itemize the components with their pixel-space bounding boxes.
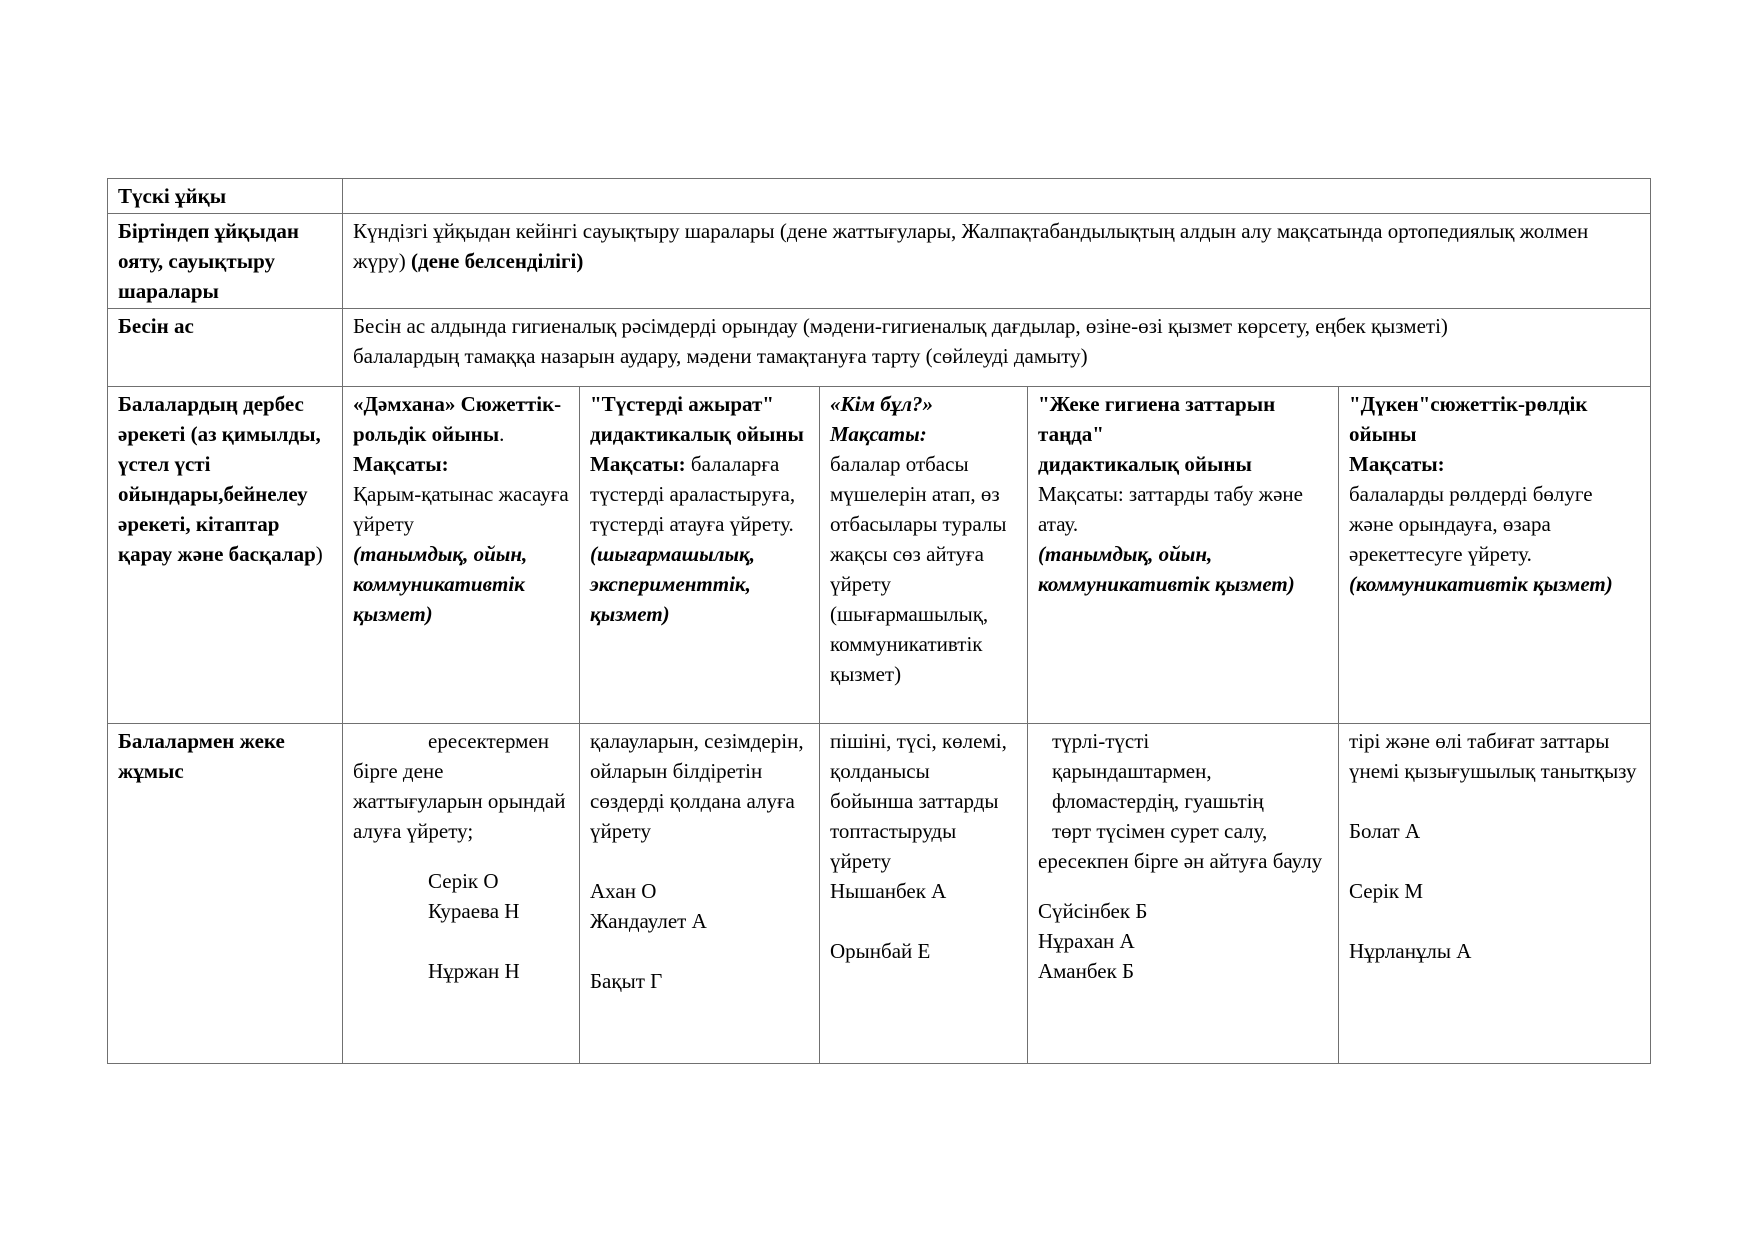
row-label-text: Балалармен жеке жұмыс bbox=[118, 729, 285, 783]
child-name: Жандаулет А bbox=[590, 909, 707, 933]
child-name: Ахан О bbox=[590, 879, 657, 903]
child-name: Болат А bbox=[1349, 819, 1421, 843]
activity-dot: . bbox=[499, 422, 505, 446]
activity-goal-text: балаларға түстерді араластыруға, түстерді атауға үйрету. bbox=[590, 452, 796, 536]
activity-title: "Жеке гигиена заттарын таңда" bbox=[1038, 392, 1276, 446]
individual-text: пішіні, түсі, көлемі, қолданысы бойынша заттарды топтастыруды үйрету bbox=[830, 729, 1007, 873]
activity-goal-text: балалар отбасы мүшелерін атап, өз отбасылары туралы жақсы сөз айтуға үйрету bbox=[830, 452, 1007, 596]
child-name: Серік О bbox=[428, 869, 499, 893]
child-name: Орынбай Е bbox=[830, 939, 931, 963]
activity-tag: (танымдық, ойын, коммуникативтік қызмет) bbox=[1038, 542, 1295, 596]
activity-goal-text: Қарым-қатынас жасауға үйрету bbox=[353, 482, 569, 536]
activity-cell-3 bbox=[820, 387, 1028, 724]
table-row bbox=[108, 724, 1651, 1064]
wake-content-cell bbox=[343, 214, 1651, 309]
individual-line: түрлі-түсті bbox=[1052, 729, 1150, 753]
individual-line: қарындаштармен, bbox=[1052, 759, 1212, 783]
activity-goal-label: Мақсаты: bbox=[1349, 452, 1445, 476]
row-label-text: Түскі ұйқы bbox=[118, 184, 227, 208]
activity-title: «Кім бұл?» bbox=[830, 392, 933, 416]
individual-cell-2 bbox=[580, 724, 820, 1064]
activity-cell-2 bbox=[580, 387, 820, 724]
individual-cell-3 bbox=[820, 724, 1028, 1064]
snack-line-2: балалардың тамаққа назарын аудару, мәдени тамақтануға тарту (сөйлеуді дамыту) bbox=[353, 344, 1088, 368]
activity-subtitle: дидактикалық ойыны bbox=[1038, 452, 1252, 476]
individual-text: ересекпен бірге ән айтуға баулу bbox=[1038, 849, 1323, 873]
activity-goal-label: Мақсаты: bbox=[590, 452, 686, 476]
table-row bbox=[108, 214, 1651, 309]
activity-cell-4 bbox=[1028, 387, 1339, 724]
individual-text: бірге дене жаттығуларын орындай алуға үйрету; bbox=[353, 759, 566, 843]
child-name: Нұржан Н bbox=[428, 959, 520, 983]
row-label-individual bbox=[108, 724, 343, 1064]
activity-goal-text: балаларды рөлдерді бөлуге және орындауға, өзара әрекеттесуге үйрету. bbox=[1349, 482, 1593, 566]
activity-title: "Дүкен"сюжеттік-рөлдік ойыны bbox=[1349, 392, 1588, 446]
activity-title: «Дәмхана» Сюжеттік-рольдік ойыны bbox=[353, 392, 562, 446]
child-name: Нышанбек А bbox=[830, 879, 947, 903]
activity-tag: (коммуникативтік қызмет) bbox=[1349, 572, 1613, 596]
child-name: Кураева Н bbox=[428, 899, 520, 923]
child-name: Бақыт Г bbox=[590, 969, 663, 993]
table-row bbox=[108, 179, 1651, 214]
activity-cell-5 bbox=[1339, 387, 1651, 724]
row-label-text: Бесін ас bbox=[118, 314, 194, 338]
row-label-text: Балалардың дербес әрекеті (аз қимылды, үстел үсті ойындары,бейнелеу әрекеті, кітаптар қарау және басқалар bbox=[118, 392, 321, 566]
table-row bbox=[108, 387, 1651, 724]
row-label-tail: ) bbox=[315, 542, 323, 566]
individual-text-start: ересектермен bbox=[428, 729, 550, 753]
activity-goal-text: Мақсаты: заттарды табу және атау. bbox=[1038, 482, 1303, 536]
individual-line: төрт түсімен сурет салу, bbox=[1052, 819, 1268, 843]
child-name: Серік М bbox=[1349, 879, 1424, 903]
individual-cell-1 bbox=[343, 724, 580, 1064]
row-label-nap bbox=[108, 179, 343, 214]
row-label-text: Біртіндеп ұйқыдан ояту, сауықтыру шаралары bbox=[118, 219, 299, 303]
nap-content-cell bbox=[343, 179, 1651, 214]
row-label-activity bbox=[108, 387, 343, 724]
row-label-wake bbox=[108, 214, 343, 309]
individual-cell-4 bbox=[1028, 724, 1339, 1064]
wake-content-bold: (дене белсенділігі) bbox=[410, 249, 584, 273]
activity-goal-label: Мақсаты: bbox=[830, 422, 927, 446]
snack-line-1: Бесін ас алдында гигиеналық рәсімдерді орындау (мәдени-гигиеналық дағдылар, өзіне-өзі қызмет көрсету, еңбек қызметі) bbox=[353, 314, 1448, 338]
snack-content-cell bbox=[343, 309, 1651, 387]
wake-content: Күндізгі ұйқыдан кейінгі сауықтыру шаралары (дене жаттығулары, Жалпақтабандылықтың алдын алу мақсатында ортопедиялық жолмен жүру) bbox=[353, 219, 1589, 273]
individual-cell-5 bbox=[1339, 724, 1651, 1064]
daily-plan-table bbox=[107, 178, 1651, 1064]
child-name: Нұрахан А bbox=[1038, 929, 1135, 953]
activity-title: "Түстерді ажырат" дидактикалық ойыны bbox=[590, 392, 804, 446]
activity-cell-1 bbox=[343, 387, 580, 724]
activity-tag: (шығармашылық, коммуникативтік қызмет) bbox=[830, 602, 989, 686]
row-label-snack bbox=[108, 309, 343, 387]
child-name: Нұрланұлы А bbox=[1349, 939, 1472, 963]
table-row bbox=[108, 309, 1651, 387]
individual-text: тірі және өлі табиғат заттары үнемі қызығушылық танытқызу bbox=[1349, 729, 1637, 783]
individual-text: қалауларын, сезімдерін, ойларын білдіретін сөздерді қолдана алуға үйрету bbox=[590, 729, 804, 843]
activity-goal-label: Мақсаты: bbox=[353, 452, 449, 476]
activity-tag: (танымдық, ойын, коммуникативтік қызмет) bbox=[353, 542, 528, 626]
child-name: Сүйсінбек Б bbox=[1038, 899, 1148, 923]
activity-tag: (шығармашылық, эксперименттік, қызмет) bbox=[590, 542, 755, 626]
child-name: Аманбек Б bbox=[1038, 959, 1135, 983]
individual-line: фломастердің, гуашьтің bbox=[1052, 789, 1264, 813]
